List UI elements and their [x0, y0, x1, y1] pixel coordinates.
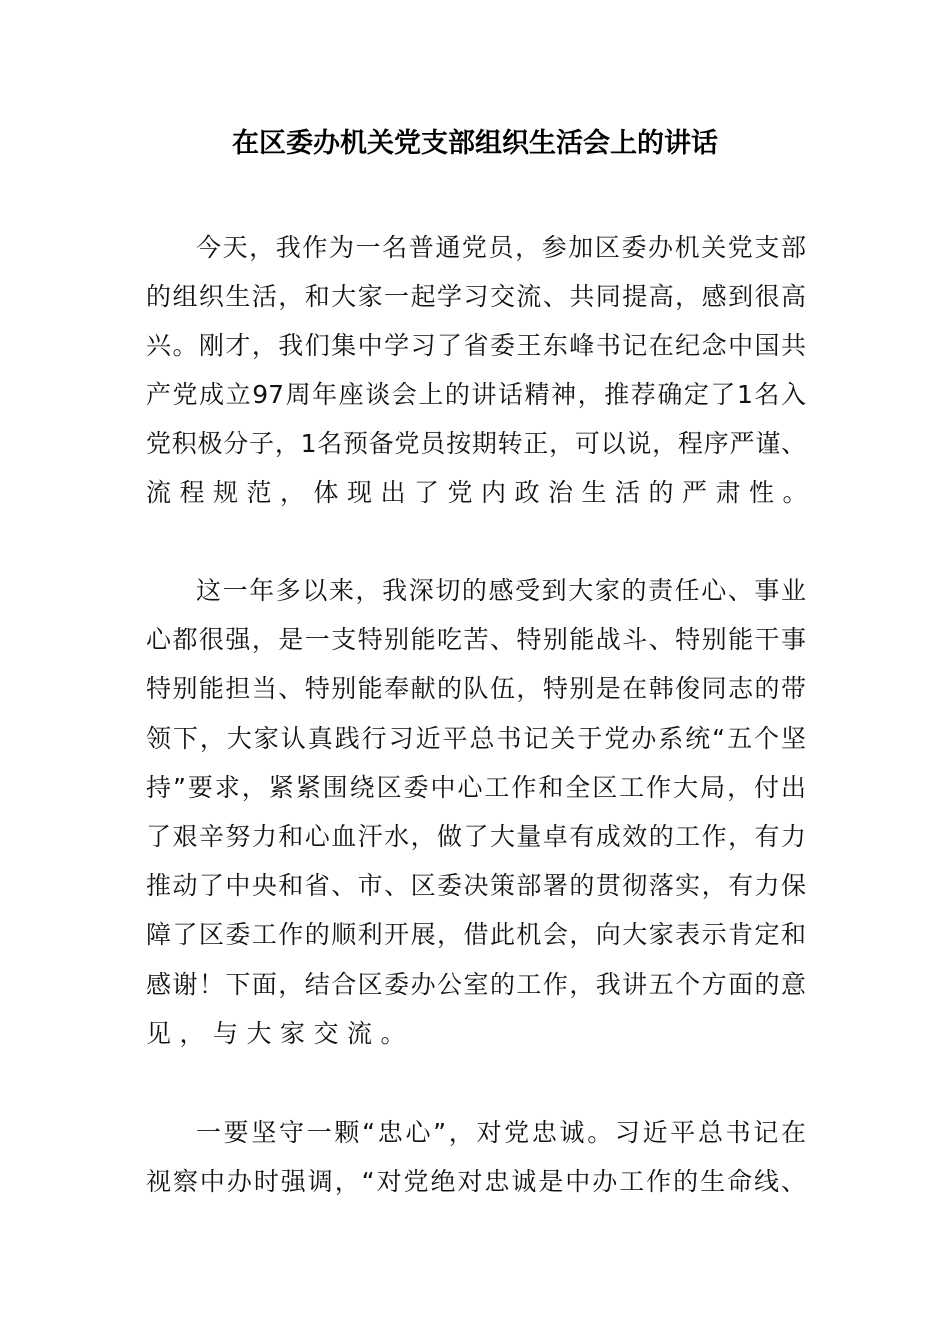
paragraph-1-line-5: 党积极分子，1名预备党员按期转正，可以说，程序严谨、 — [146, 429, 806, 458]
paragraph-2-line-8: 障了区委工作的顺利开展，借此机会，向大家表示肯定和 — [146, 920, 806, 949]
paragraph-1-line-3: 兴。刚才，我们集中学习了省委王东峰书记在纪念中国共 — [146, 331, 806, 360]
paragraph-2-line-5: 持”要求，紧紧围绕区委中心工作和全区工作大局，付出 — [146, 773, 806, 802]
document-title: 在区委办机关党支部组织生活会上的讲话 — [232, 128, 718, 159]
paragraph-3-line-1: 一要坚守一颗“忠心”，对党忠诚。习近平总书记在 — [196, 1118, 806, 1147]
paragraph-1-line-4: 产党成立97周年座谈会上的讲话精神，推荐确定了1名入 — [146, 380, 806, 409]
paragraph-1-line-6: 流程规范，体现出了党内政治生活的严肃性。 — [146, 478, 817, 507]
paragraph-1-line-2: 的组织生活，和大家一起学习交流、共同提高，感到很高 — [146, 282, 806, 311]
paragraph-2-line-9: 感谢！下面，结合区委办公室的工作，我讲五个方面的意 — [146, 970, 806, 999]
paragraph-3-line-2: 视察中办时强调，“对党绝对忠诚是中办工作的生命线、 — [146, 1167, 806, 1196]
paragraph-2-line-6: 了艰辛努力和心血汗水，做了大量卓有成效的工作，有力 — [146, 822, 806, 851]
paragraph-2-line-7: 推动了中央和省、市、区委决策部署的贯彻落实，有力保 — [146, 871, 806, 900]
paragraph-2-line-2: 心都很强，是一支特别能吃苦、特别能战斗、特别能干事 — [146, 625, 806, 654]
paragraph-2-line-4: 领下，大家认真践行习近平总书记关于党办系统“五个坚 — [146, 724, 806, 753]
paragraph-2-line-3: 特别能担当、特别能奉献的队伍，特别是在韩俊同志的带 — [146, 674, 806, 703]
paragraph-1-line-1: 今天，我作为一名普通党员，参加区委办机关党支部 — [196, 233, 806, 262]
paragraph-2-line-10: 见，与大家交流。 — [146, 1019, 415, 1048]
paragraph-2-line-1: 这一年多以来，我深切的感受到大家的责任心、事业 — [196, 576, 806, 605]
